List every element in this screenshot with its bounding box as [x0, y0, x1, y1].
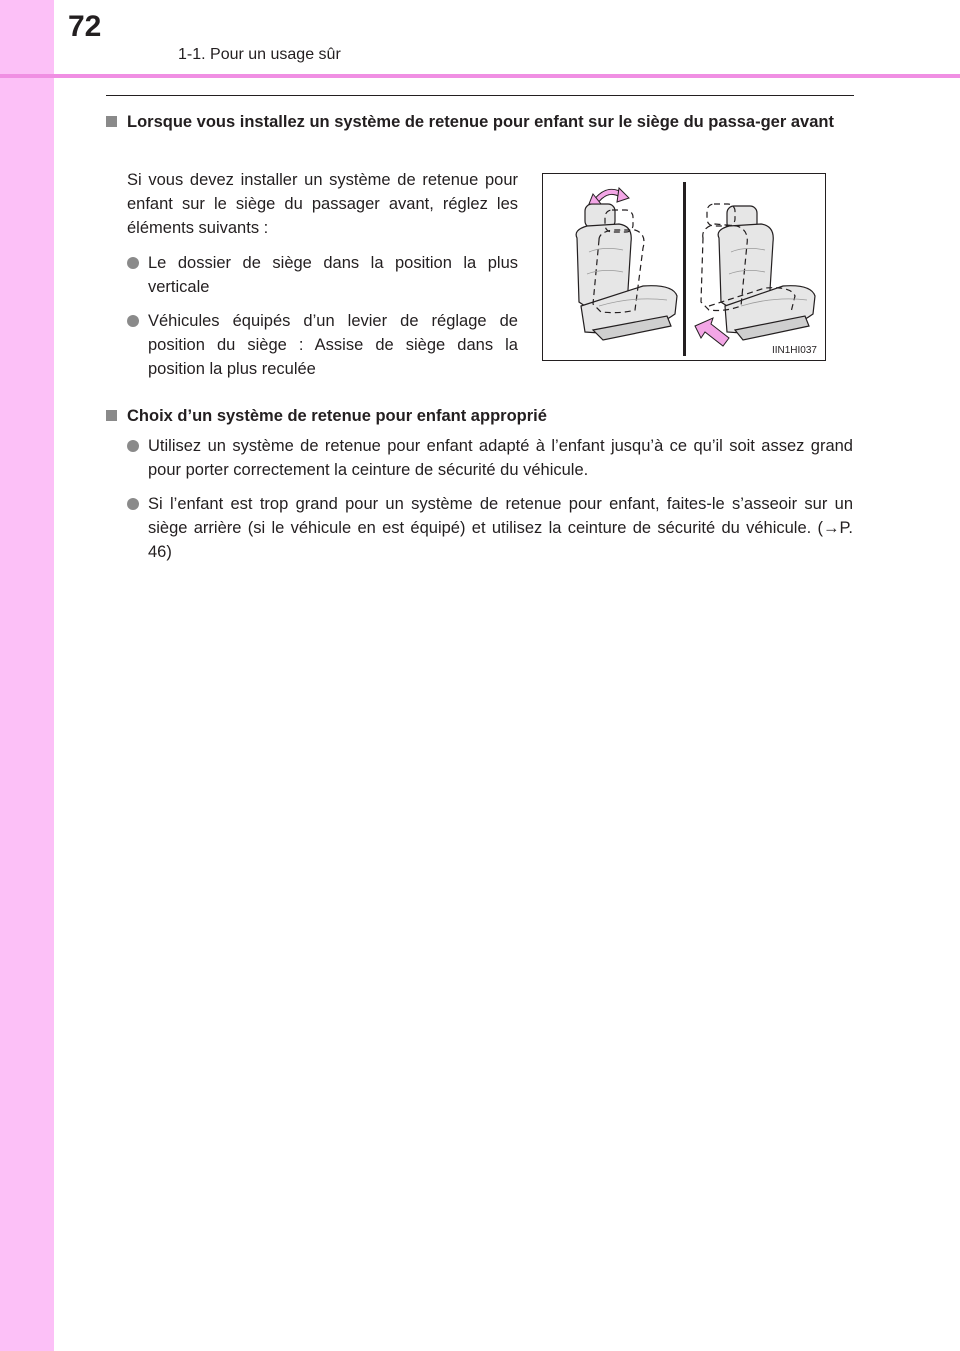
round-bullet-icon	[127, 440, 139, 452]
list-item	[127, 251, 518, 299]
round-bullet-icon	[127, 315, 139, 327]
list-item	[127, 309, 518, 381]
section-title: 1-1. Pour un usage sûr	[178, 46, 341, 63]
seat-adjustment-figure	[542, 173, 826, 361]
list-item	[127, 434, 853, 482]
header-rule	[0, 74, 960, 78]
figure-code: IIN1HI037	[771, 345, 817, 356]
square-bullet-icon	[106, 116, 117, 127]
page-number: 72	[68, 10, 102, 43]
round-bullet-icon	[127, 498, 139, 510]
seat-adjustment-illustration-icon	[543, 174, 827, 362]
intro-paragraph: Si vous devez installer un système de retenue pour enfant sur le siège du passager avant, réglez les éléments suivants :	[127, 171, 518, 237]
list-item-text: Utilisez un système de retenue pour enfant adapté à l’enfant jusqu’à ce qu’il soit assez grand pour porter correctement la ceinture de sécurité du véhicule.	[148, 437, 853, 479]
heading-text: Lorsque vous installez un système de retenue pour enfant sur le siège du passa-ger avant	[127, 113, 834, 131]
square-bullet-icon	[106, 410, 117, 421]
heading-text: Choix d’un système de retenue pour enfant approprié	[127, 407, 547, 425]
page-margin-band	[0, 0, 54, 1351]
list-item	[127, 492, 853, 564]
section-heading-choose-restraint	[106, 404, 854, 428]
list-item-text: Véhicules équipés d’un levier de réglage de position du siège : Assise de siège dans la position la plus reculée	[148, 312, 518, 378]
list-item-text: Si l’enfant est trop grand pour un système de retenue pour enfant, faites-le s’asseoir sur un siège arrière (si le véhicule en est équipé) et utilisez la ceinture de sécurité du véhicule. (→P. 46)	[148, 495, 853, 561]
list-item-text: Le dossier de siège dans la position la plus verticale	[148, 254, 518, 296]
content-divider	[106, 95, 854, 96]
section-heading-passenger-seat	[106, 110, 854, 134]
round-bullet-icon	[127, 257, 139, 269]
